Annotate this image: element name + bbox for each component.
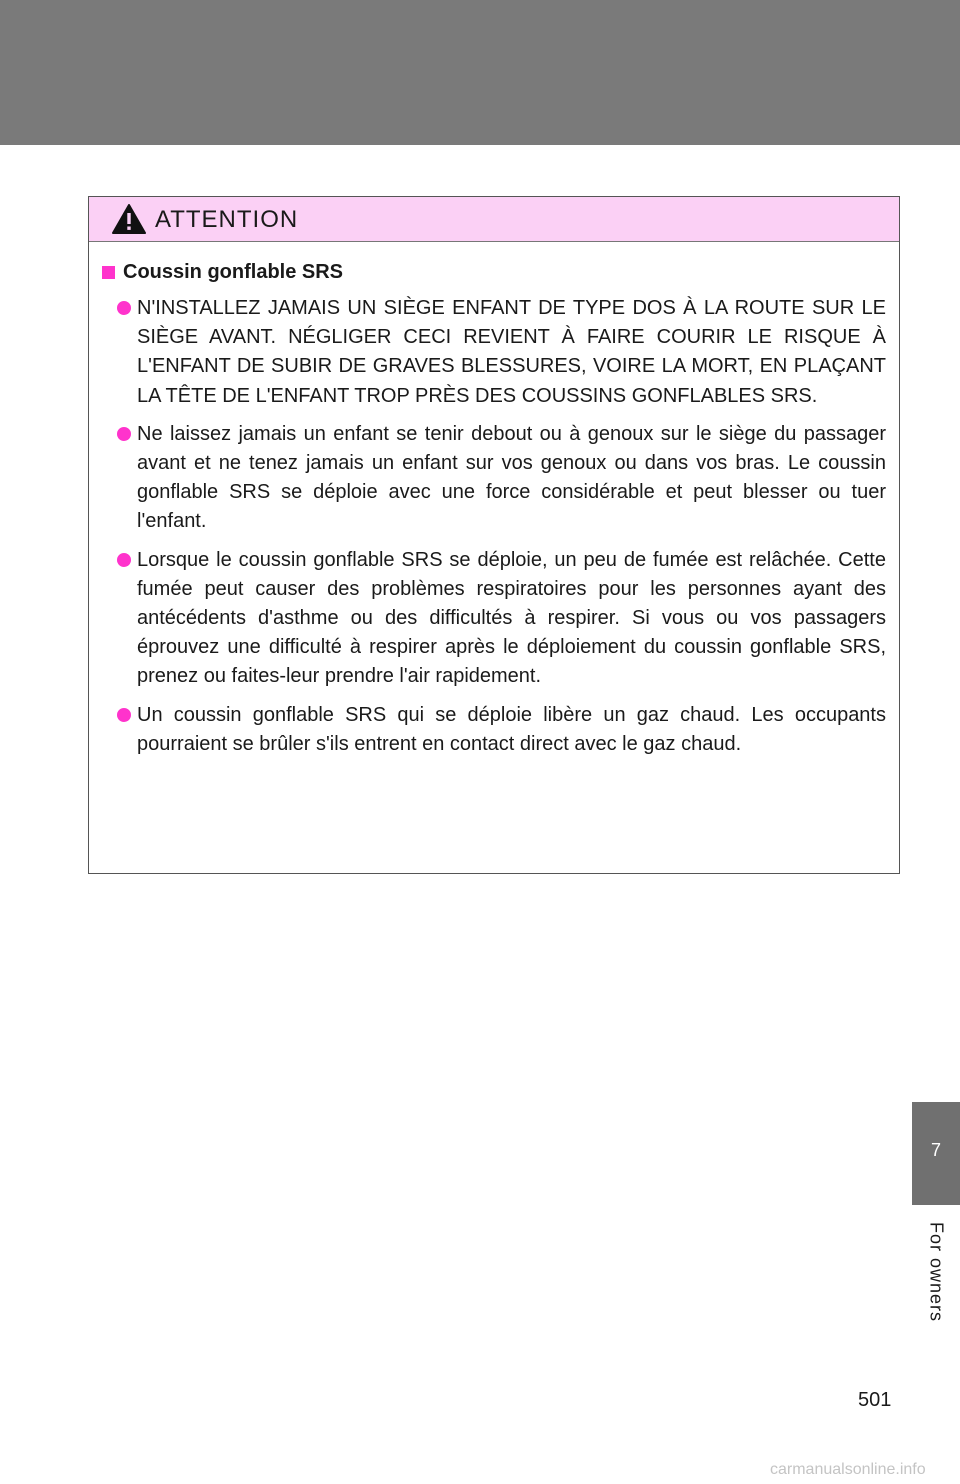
round-bullet-icon — [117, 708, 131, 722]
bullet-item — [102, 546, 886, 692]
bullet-text: Un coussin gonflable SRS qui se déploie libère un gaz chaud. Les occupants pourraient se brûler s'ils entrent en contact direct avec le gaz chaud. — [137, 703, 886, 755]
round-bullet-icon — [117, 427, 131, 441]
bullet-item — [102, 294, 886, 411]
watermark: carmanualsonline.info — [770, 1461, 926, 1478]
chapter-label: For owners — [926, 1222, 947, 1323]
square-bullet-icon — [102, 266, 115, 279]
top-header-band — [0, 0, 960, 145]
bullet-item — [102, 420, 886, 537]
bullet-item — [102, 701, 886, 759]
bullet-text: Lorsque le coussin gonflable SRS se déploie, un peu de fumée est relâchée. Cette fumée peut causer des problèmes respiratoires pour les personnes ayant des antécédents d'asthme ou des difficultés à respirer. Si vous ou vos passagers éprouvez une difficulté à respirer après le déploiement du coussin gonflable SRS, prenez ou faites-leur prendre l'air rapidement. — [137, 548, 886, 688]
section-heading-text: Coussin gonflable SRS — [123, 261, 344, 283]
chapter-tab — [912, 1102, 960, 1205]
page-number: 501 — [858, 1389, 892, 1411]
chapter-number: 7 — [930, 1140, 941, 1160]
bullet-text: Ne laissez jamais un enfant se tenir debout ou à genoux sur le siège du passager avant et ne tenez jamais un enfant sur vos genoux ou dans vos bras. Le coussin gonflable SRS se déploie avec une force considérable et peut blesser ou tuer l'enfant. — [137, 422, 886, 533]
bullet-text: N'INSTALLEZ JAMAIS UN SIÈGE ENFANT DE TYPE DOS À LA ROUTE SUR LE SIÈGE AVANT. NÉGLIGER CECI REVIENT À FAIRE COURIR LE RISQUE À L'ENFANT DE SUBIR DE GRAVES BLESSURES, VOIRE LA MORT, EN PLAÇANT LA TÊTE DE L'ENFANT TROP PRÈS DES COUSSINS GONFLABLES SRS. — [137, 297, 886, 407]
warning-box — [88, 196, 900, 874]
section-heading — [102, 258, 886, 286]
round-bullet-icon — [117, 553, 131, 567]
warning-header — [89, 197, 899, 242]
warning-title: ATTENTION — [155, 206, 299, 233]
warning-triangle-icon — [111, 203, 147, 235]
warning-body — [89, 242, 899, 759]
round-bullet-icon — [117, 301, 131, 315]
